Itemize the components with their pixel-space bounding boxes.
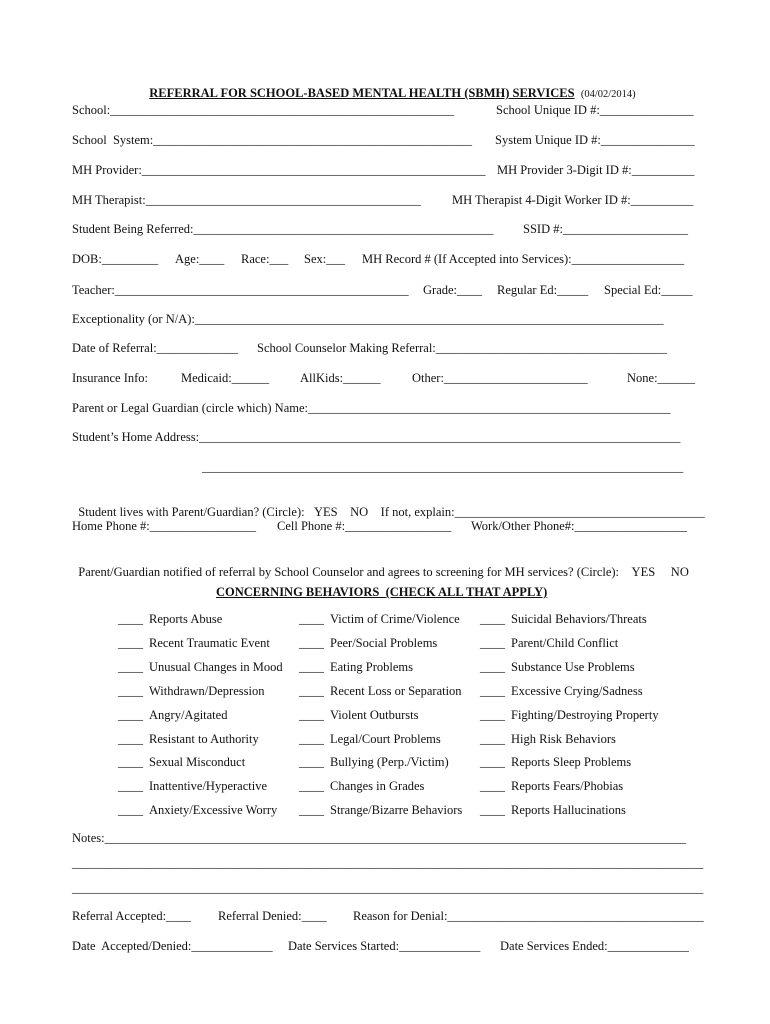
mh-provider-field[interactable]: MH Provider:_______________________________________________________ bbox=[72, 163, 486, 177]
behavior-checkbox[interactable]: ____ bbox=[480, 708, 505, 722]
behavior-checkbox[interactable]: ____ bbox=[118, 708, 143, 722]
form-date: (04/02/2014) bbox=[580, 89, 636, 100]
behavior-checkbox[interactable]: ____ bbox=[299, 803, 324, 817]
behavior-label: Resistant to Authority bbox=[149, 732, 259, 746]
exceptionality-field[interactable]: Exceptionality (or N/A):___________________________________________________________________________ bbox=[72, 312, 664, 326]
behavior-label: Reports Sleep Problems bbox=[511, 755, 632, 769]
behavior-label: Victim of Crime/Violence bbox=[330, 612, 460, 626]
home-address-line2[interactable]: _____________________________________________________________________________ bbox=[202, 460, 684, 474]
behavior-checkbox[interactable]: ____ bbox=[480, 684, 505, 698]
school-system-field[interactable]: School System:___________________________________________________ bbox=[72, 133, 473, 147]
date-accepted-denied-field[interactable]: Date Accepted/Denied:_____________ bbox=[72, 939, 273, 953]
behavior-checkbox[interactable]: ____ bbox=[118, 636, 143, 650]
mh-therapist-field[interactable]: MH Therapist:____________________________________________ bbox=[72, 193, 421, 207]
notified-no[interactable]: NO bbox=[670, 565, 689, 579]
behavior-checkbox[interactable]: ____ bbox=[118, 803, 143, 817]
none-insurance-field[interactable]: None:______ bbox=[627, 371, 696, 385]
insurance-label: Insurance Info: bbox=[72, 371, 149, 385]
teacher-field[interactable]: Teacher:_______________________________________________ bbox=[72, 283, 409, 297]
regular-ed-field[interactable]: Regular Ed:_____ bbox=[497, 283, 589, 297]
behavior-label: Substance Use Problems bbox=[511, 660, 635, 674]
behavior-label: Unusual Changes in Mood bbox=[149, 660, 283, 674]
behavior-label: Parent/Child Conflict bbox=[511, 636, 619, 650]
home-phone-field[interactable]: Home Phone #:_________________ bbox=[72, 519, 257, 533]
grade-field[interactable]: Grade:____ bbox=[423, 283, 483, 297]
behavior-checkbox[interactable]: ____ bbox=[480, 803, 505, 817]
notes-line-2[interactable]: _____________________________________________________________________________________________________ bbox=[72, 856, 704, 870]
behavior-checkbox[interactable]: ____ bbox=[118, 612, 143, 626]
home-address-field[interactable]: Student’s Home Address:_____________________________________________________________________________ bbox=[72, 430, 681, 444]
date-services-started-field[interactable]: Date Services Started:_____________ bbox=[288, 939, 481, 953]
system-unique-id-field[interactable]: System Unique ID #:_______________ bbox=[495, 133, 695, 147]
mh-record-field[interactable]: MH Record # (If Accepted into Services):__________________ bbox=[362, 252, 685, 266]
notified-row bbox=[72, 548, 689, 580]
sex-field[interactable]: Sex:___ bbox=[304, 252, 345, 266]
behavior-label: Inattentive/Hyperactive bbox=[149, 779, 267, 793]
behavior-checkbox[interactable]: ____ bbox=[299, 732, 324, 746]
school-field[interactable]: School:_______________________________________________________ bbox=[72, 103, 454, 117]
behavior-checkbox[interactable]: ____ bbox=[299, 755, 324, 769]
behavior-label: Violent Outbursts bbox=[330, 708, 419, 722]
age-field[interactable]: Age:____ bbox=[175, 252, 225, 266]
behavior-label: Angry/Agitated bbox=[149, 708, 228, 722]
form-title bbox=[143, 69, 636, 103]
race-field[interactable]: Race:___ bbox=[241, 252, 289, 266]
behavior-label: Legal/Court Problems bbox=[330, 732, 441, 746]
behavior-checkbox[interactable]: ____ bbox=[118, 660, 143, 674]
notes-field[interactable]: Notes:_____________________________________________________________________________________________ bbox=[72, 831, 686, 845]
special-ed-field[interactable]: Special Ed:_____ bbox=[604, 283, 693, 297]
lives-with-yes[interactable]: YES bbox=[313, 505, 338, 519]
allkids-field[interactable]: AllKids:______ bbox=[300, 371, 381, 385]
notified-label: Parent/Guardian notified of referral by School Counselor and agrees to screening for MH services? (Circle): bbox=[78, 565, 620, 579]
behavior-checkbox[interactable]: ____ bbox=[299, 708, 324, 722]
referral-denied-field[interactable]: Referral Denied:____ bbox=[218, 909, 327, 923]
if-not-explain-field[interactable]: If not, explain:________________________________________ bbox=[380, 505, 705, 519]
school-counselor-field[interactable]: School Counselor Making Referral:_____________________________________ bbox=[257, 341, 668, 355]
behavior-label: Bullying (Perp./Victim) bbox=[330, 755, 449, 769]
behavior-checkbox[interactable]: ____ bbox=[118, 684, 143, 698]
lives-with-label: Student lives with Parent/Guardian? (Circle): bbox=[78, 505, 305, 519]
behavior-label: Eating Problems bbox=[330, 660, 413, 674]
lives-with-row bbox=[72, 488, 705, 520]
other-insurance-field[interactable]: Other:_______________________ bbox=[412, 371, 588, 385]
date-of-referral-field[interactable]: Date of Referral:_____________ bbox=[72, 341, 238, 355]
behavior-checkbox[interactable]: ____ bbox=[299, 684, 324, 698]
behavior-label: Recent Traumatic Event bbox=[149, 636, 270, 650]
behavior-checkbox[interactable]: ____ bbox=[299, 612, 324, 626]
behavior-label: Sexual Misconduct bbox=[149, 755, 246, 769]
ssid-field[interactable]: SSID #:____________________ bbox=[523, 222, 688, 236]
referral-accepted-field[interactable]: Referral Accepted:____ bbox=[72, 909, 192, 923]
date-services-ended-field[interactable]: Date Services Ended:_____________ bbox=[500, 939, 689, 953]
behavior-checkbox[interactable]: ____ bbox=[480, 755, 505, 769]
guardian-name-field[interactable]: Parent or Legal Guardian (circle which) Name:__________________________________________________________ bbox=[72, 401, 671, 415]
lives-with-no[interactable]: NO bbox=[350, 505, 369, 519]
behavior-checkbox[interactable]: ____ bbox=[480, 660, 505, 674]
behavior-label: Peer/Social Problems bbox=[330, 636, 438, 650]
mh-therapist-id-field[interactable]: MH Therapist 4-Digit Worker ID #:__________ bbox=[452, 193, 694, 207]
title-text: REFERRAL FOR SCHOOL-BASED MENTAL HEALTH (SBMH) SERVICES bbox=[149, 86, 575, 100]
behavior-checkbox[interactable]: ____ bbox=[480, 612, 505, 626]
behavior-label: Reports Hallucinations bbox=[511, 803, 626, 817]
behavior-checkbox[interactable]: ____ bbox=[299, 660, 324, 674]
behavior-checkbox[interactable]: ____ bbox=[118, 779, 143, 793]
behavior-label: Reports Abuse bbox=[149, 612, 223, 626]
behavior-label: Changes in Grades bbox=[330, 779, 425, 793]
notes-line-3[interactable]: _____________________________________________________________________________________________________ bbox=[72, 881, 704, 895]
behavior-checkbox[interactable]: ____ bbox=[480, 732, 505, 746]
behavior-checkbox[interactable]: ____ bbox=[118, 755, 143, 769]
behavior-checkbox[interactable]: ____ bbox=[480, 779, 505, 793]
cell-phone-field[interactable]: Cell Phone #:_________________ bbox=[277, 519, 452, 533]
behavior-label: Strange/Bizarre Behaviors bbox=[330, 803, 463, 817]
mh-provider-id-field[interactable]: MH Provider 3-Digit ID #:__________ bbox=[497, 163, 695, 177]
behavior-label: Excessive Crying/Sadness bbox=[511, 684, 643, 698]
behavior-checkbox[interactable]: ____ bbox=[118, 732, 143, 746]
behavior-label: Recent Loss or Separation bbox=[330, 684, 462, 698]
student-referred-field[interactable]: Student Being Referred:________________________________________________ bbox=[72, 222, 494, 236]
behavior-label: Suicidal Behaviors/Threats bbox=[511, 612, 647, 626]
reason-for-denial-field[interactable]: Reason for Denial:_________________________________________ bbox=[353, 909, 704, 923]
behavior-label: Fighting/Destroying Property bbox=[511, 708, 659, 722]
behavior-checkbox[interactable]: ____ bbox=[299, 779, 324, 793]
behaviors-heading: CONCERNING BEHAVIORS (CHECK ALL THAT APPLY) bbox=[216, 585, 548, 599]
school-unique-id-field[interactable]: School Unique ID #:_______________ bbox=[496, 103, 694, 117]
behavior-label: Reports Fears/Phobias bbox=[511, 779, 624, 793]
medicaid-field[interactable]: Medicaid:______ bbox=[181, 371, 270, 385]
dob-field[interactable]: DOB:_________ bbox=[72, 252, 159, 266]
behavior-checkbox[interactable]: ____ bbox=[480, 636, 505, 650]
work-phone-field[interactable]: Work/Other Phone#:__________________ bbox=[471, 519, 687, 533]
behavior-label: Anxiety/Excessive Worry bbox=[149, 803, 278, 817]
notified-yes[interactable]: YES bbox=[631, 565, 656, 579]
behavior-label: High Risk Behaviors bbox=[511, 732, 616, 746]
behavior-checkbox[interactable]: ____ bbox=[299, 636, 324, 650]
behavior-label: Withdrawn/Depression bbox=[149, 684, 265, 698]
